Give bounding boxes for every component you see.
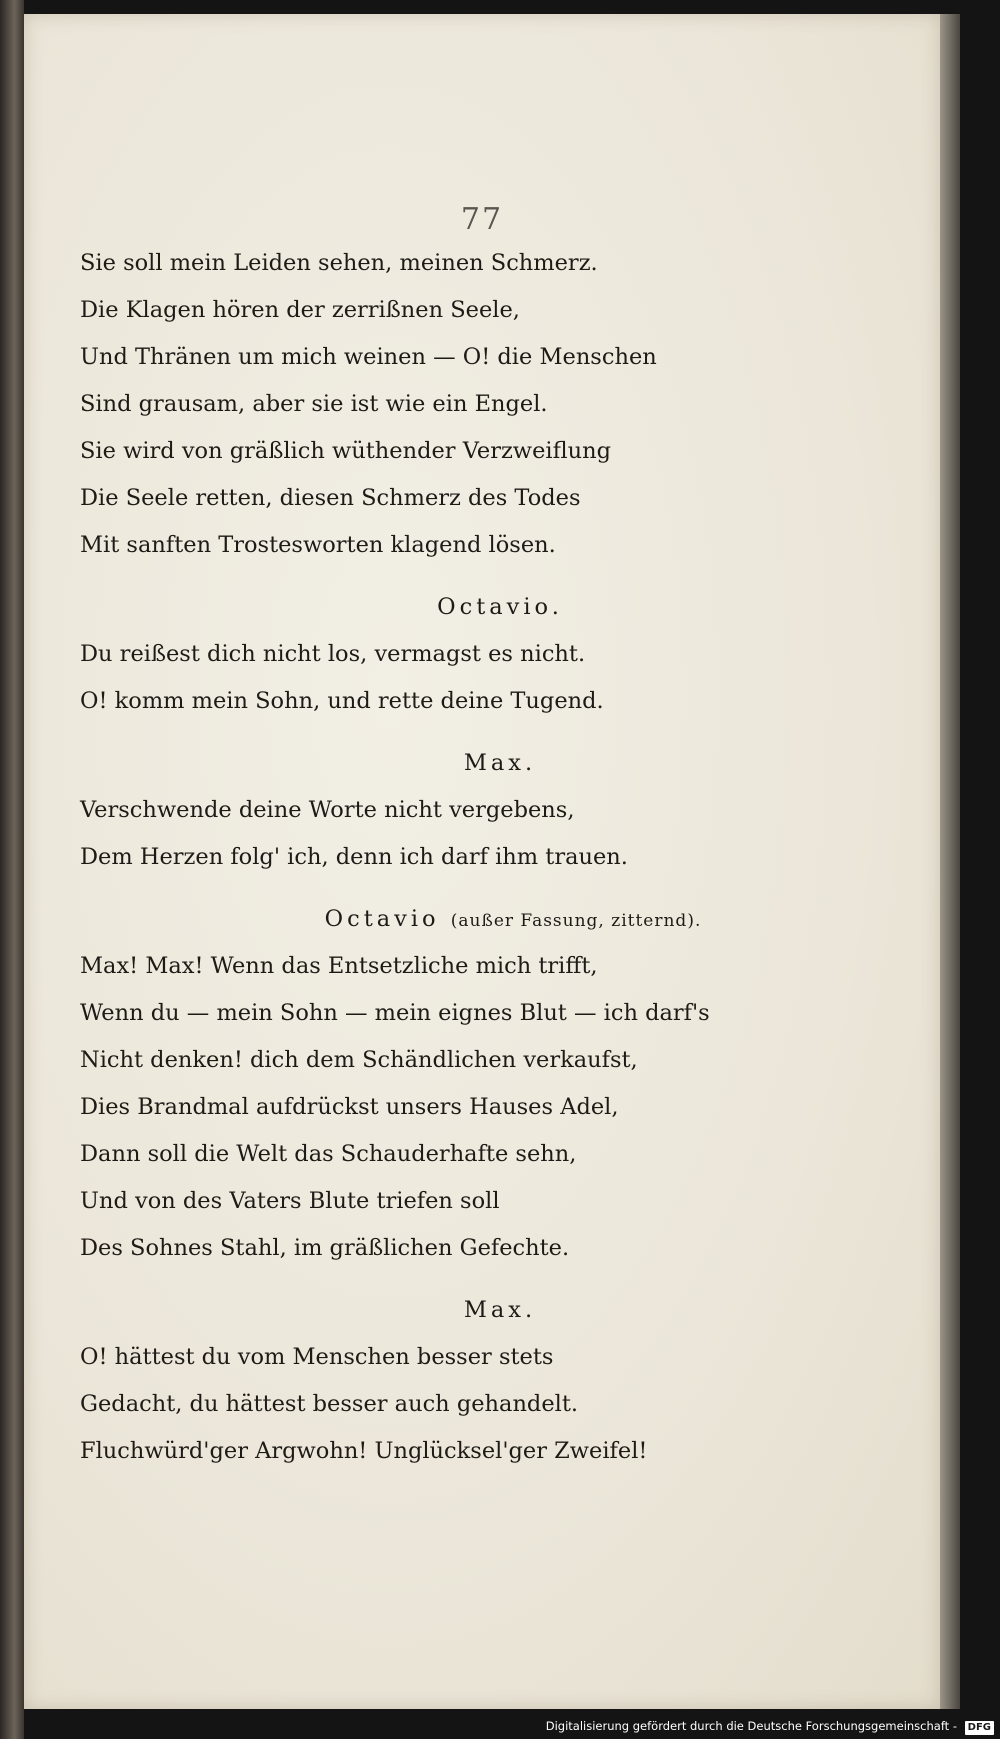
verse-line: Max! Max! Wenn das Entsetzliche mich trifft, (80, 953, 598, 979)
stage-direction: (außer Fassung, zitternd). (450, 911, 702, 931)
verse-line: Und Thränen um mich weinen — O! die Menschen (80, 344, 657, 370)
book-spine-edge (0, 0, 24, 1739)
verse-line: Und von des Vaters Blute triefen soll (80, 1188, 500, 1214)
verse-line: Die Seele retten, diesen Schmerz des Todes (80, 485, 581, 511)
verse-line: Fluchwürd'ger Argwohn! Unglücksel'ger Zweifel! (80, 1438, 648, 1464)
credit-text: Digitalisierung gefördert durch die Deutsche Forschungsgemeinschaft - (545, 1719, 957, 1733)
verse-line: Du reißest dich nicht los, vermagst es nicht. (80, 641, 586, 667)
verse-line: Nicht denken! dich dem Schändlichen verkaufst, (80, 1047, 638, 1073)
page-stack-edge (940, 14, 960, 1709)
speaker-name-octavio: Octavio (324, 906, 440, 932)
page-number: 77 (460, 202, 504, 237)
speaker-name-max: Max. (463, 750, 537, 776)
verse-line: Sie soll mein Leiden sehen, meinen Schmerz. (80, 250, 598, 276)
verse-line: Sind grausam, aber sie ist wie ein Engel. (80, 391, 548, 417)
verse-line: O! komm mein Sohn, und rette deine Tugend. (80, 688, 604, 714)
digitization-credit (546, 1719, 994, 1735)
verse-line: Dies Brandmal aufdrückst unsers Hauses Adel, (80, 1094, 619, 1120)
speaker-heading-octavio (80, 896, 920, 943)
speaker-name-max: Max. (463, 1297, 537, 1323)
verse-line: Verschwende deine Worte nicht vergebens, (80, 797, 575, 823)
verse-line: Des Sohnes Stahl, im gräßlichen Gefechte. (80, 1235, 570, 1261)
verse-line: O! hättest du vom Menschen besser stets (80, 1344, 554, 1370)
verse-line: Wenn du — mein Sohn — mein eignes Blut — ich darf's (80, 1000, 710, 1026)
speaker-name-octavio: Octavio. (437, 594, 563, 620)
verse-line: Dem Herzen folg' ich, denn ich darf ihm trauen. (80, 844, 628, 870)
verse-line: Die Klagen hören der zerrißnen Seele, (80, 297, 520, 323)
verse-line: Gedacht, du hättest besser auch gehandelt. (80, 1391, 579, 1417)
book-page (24, 14, 940, 1709)
dfg-logo-icon: DFG (965, 1721, 994, 1735)
verse-line: Sie wird von gräßlich wüthender Verzweiflung (80, 438, 611, 464)
verse-line: Dann soll die Welt das Schauderhafte sehn, (80, 1141, 577, 1167)
verse-line: Mit sanften Trosteswortеn klagend lösen. (80, 532, 556, 558)
page-text (80, 240, 920, 1475)
